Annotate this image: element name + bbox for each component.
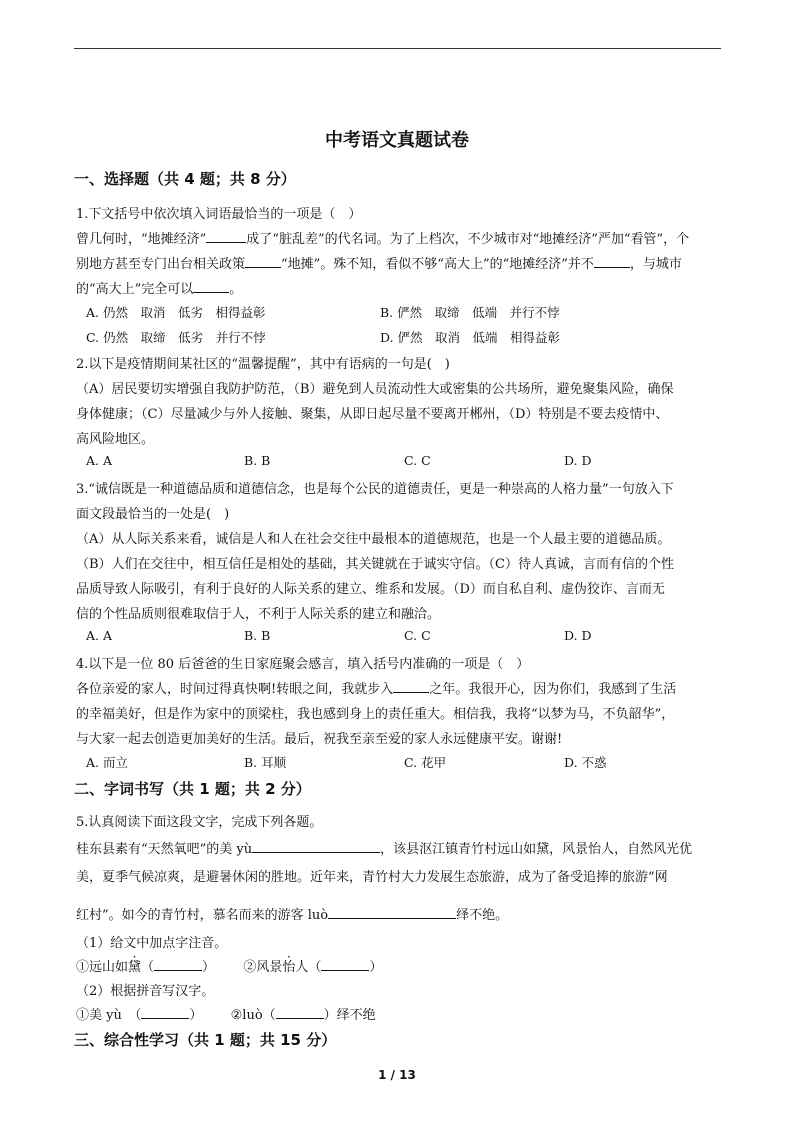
q1-option-b[interactable]: B. 俨然 取缔 低端 并行不悖 [380, 305, 560, 320]
q2-option-b[interactable]: B. B [244, 453, 271, 468]
q1-option-a[interactable]: A. 仍然 取消 低劣 相得益彰 [86, 305, 266, 320]
q5-sub2-items: ①美 yù （ ） ②luò（ ）绎不绝 [76, 1008, 376, 1023]
q3-option-b[interactable]: B. B [244, 628, 271, 643]
answer-blank[interactable] [321, 958, 369, 971]
answer-blank[interactable] [206, 230, 246, 243]
answer-blank[interactable] [141, 1006, 189, 1019]
q2-passage-line3: 高风险地区。 [76, 432, 155, 447]
q2-option-a[interactable]: A. A [86, 453, 113, 468]
q5-stem: 5.认真阅读下面这段文字，完成下列各题。 [76, 815, 323, 830]
q1-stem: 1.下文括号中依次填入词语最恰当的一项是（ ） [76, 207, 362, 222]
q2-option-c[interactable]: C. C [404, 453, 431, 468]
answer-blank[interactable] [193, 280, 229, 293]
q2-passage-line1: （A）居民要切实增强自我防护防范，（B）避免到人员流动性大或密集的公共场所，避免聚集风险，确保 [76, 382, 674, 397]
q2-stem: 2.以下是疫情期间某社区的“温馨提醒”，其中有语病的一句是( ) [76, 357, 450, 372]
q4-option-d[interactable]: D. 不惑 [564, 755, 607, 770]
q3-passage-line1: （A）从人际关系来看，诚信是人和人在社会交往中最根本的道德规范，也是一个人最主要的道德品质。 [76, 532, 671, 547]
q1-passage-line1: 曾几何时，“地摊经济” 成了“脏乱差”的代名词。为了上档次，不少城市对“地摊经济”严加“看管”，个 [76, 232, 690, 247]
q3-passage-line4: 信的个性品质则很难取信于人，不利于人际关系的建立和融洽。 [76, 607, 441, 622]
answer-blank[interactable] [245, 255, 281, 268]
q1-passage-line3: 的“高大上”完全可以 。 [76, 282, 243, 297]
q1-option-c[interactable]: C. 仍然 取缔 低劣 并行不悖 [86, 330, 266, 345]
answer-blank[interactable] [393, 680, 429, 693]
q5-passage-line1: 桂东县素有“天然氧吧”的美 yù ，该县沤江镇青竹村远山如黛，风景怡人，自然风光优 [76, 842, 693, 857]
q5-sub2-prompt: （2）根据拼音写汉字。 [76, 984, 215, 999]
q4-passage-line2: 的幸福美好，但是作为家中的顶梁柱，我也感到身上的责任重大。相信我，我将“以梦为马，不负韶华”， [76, 707, 675, 722]
q4-option-b[interactable]: B. 耳顺 [244, 755, 287, 770]
answer-blank[interactable] [594, 255, 630, 268]
q5-passage-line2: 美，夏季气候凉爽，是避暑休闲的胜地。近年来，青竹村大力发展生态旅游，成为了备受追捧的旅游“网 [76, 870, 668, 885]
answer-blank[interactable] [154, 958, 202, 971]
answer-blank[interactable] [328, 906, 456, 919]
q3-stem-line1: 3.“诚信既是一种道德品质和道德信念，也是每个公民的道德责任，更是一种崇高的人格力量”一句放入下 [76, 482, 674, 497]
q5-passage-line3: 红村”。如今的青竹村，慕名而来的游客 luò 绎不绝。 [76, 908, 509, 923]
q3-option-c[interactable]: C. C [404, 628, 431, 643]
q3-option-a[interactable]: A. A [86, 628, 113, 643]
q3-passage-line3: 品质导致人际吸引，有利于良好的人际关系的建立、维系和发展。（D）而自私自利、虚伪狡诈、言而无 [76, 582, 665, 597]
q4-option-c[interactable]: C. 花甲 [404, 755, 447, 770]
q3-passage-line2: （B）人们在交往中，相互信任是相处的基础，其关键就在于诚实守信。（C）待人真诚，言而有信的个性 [76, 557, 675, 572]
section-heading-writing: 二、字词书写（共 1 题；共 2 分） [74, 780, 311, 798]
q3-option-d[interactable]: D. D [564, 628, 592, 643]
header-rule [74, 48, 721, 49]
q5-sub1-prompt: （1）给文中加点字注音。 [76, 936, 228, 951]
q2-passage-line2: 身体健康；（C）尽量减少与外人接触、聚集，从即日起尽量不要离开郴州，（D）特别是不要去疫情中、 [76, 407, 669, 422]
section-heading-integrated: 三、综合性学习（共 1 题；共 15 分） [74, 1031, 337, 1049]
q3-stem-line2: 面文段最恰当的一处是( ) [76, 507, 230, 522]
q1-option-d[interactable]: D. 俨然 取消 低端 相得益彰 [380, 330, 561, 345]
answer-blank[interactable] [276, 1006, 324, 1019]
answer-blank[interactable] [252, 840, 380, 853]
q4-option-a[interactable]: A. 而立 [86, 755, 128, 770]
section-heading-choice: 一、选择题（共 4 题；共 8 分） [74, 170, 296, 188]
q2-option-d[interactable]: D. D [564, 453, 592, 468]
page-title: 中考语文真题试卷 [325, 130, 469, 151]
page-number: 1 / 13 [378, 1068, 416, 1082]
q5-sub1-items: ①远山如黛（ ） ②风景怡人（ ） [76, 960, 383, 975]
q4-stem: 4.以下是一位 80 后爸爸的生日家庭聚会感言，填入括号内准确的一项是（ ） [76, 657, 530, 672]
q4-passage-line3: 与大家一起去创造更加美好的生活。最后，祝我至亲至爱的家人永远健康平安。谢谢! [76, 732, 563, 747]
q4-passage-line1: 各位亲爱的家人，时间过得真快啊!转眼之间，我就步入 之年。我很开心，因为你们，我感到了生活 [76, 682, 677, 697]
q1-passage-line2: 别地方甚至专门出台相关政策 “地摊”。殊不知，看似不够“高大上”的“地摊经济”并不 ，与城市 [76, 257, 682, 272]
